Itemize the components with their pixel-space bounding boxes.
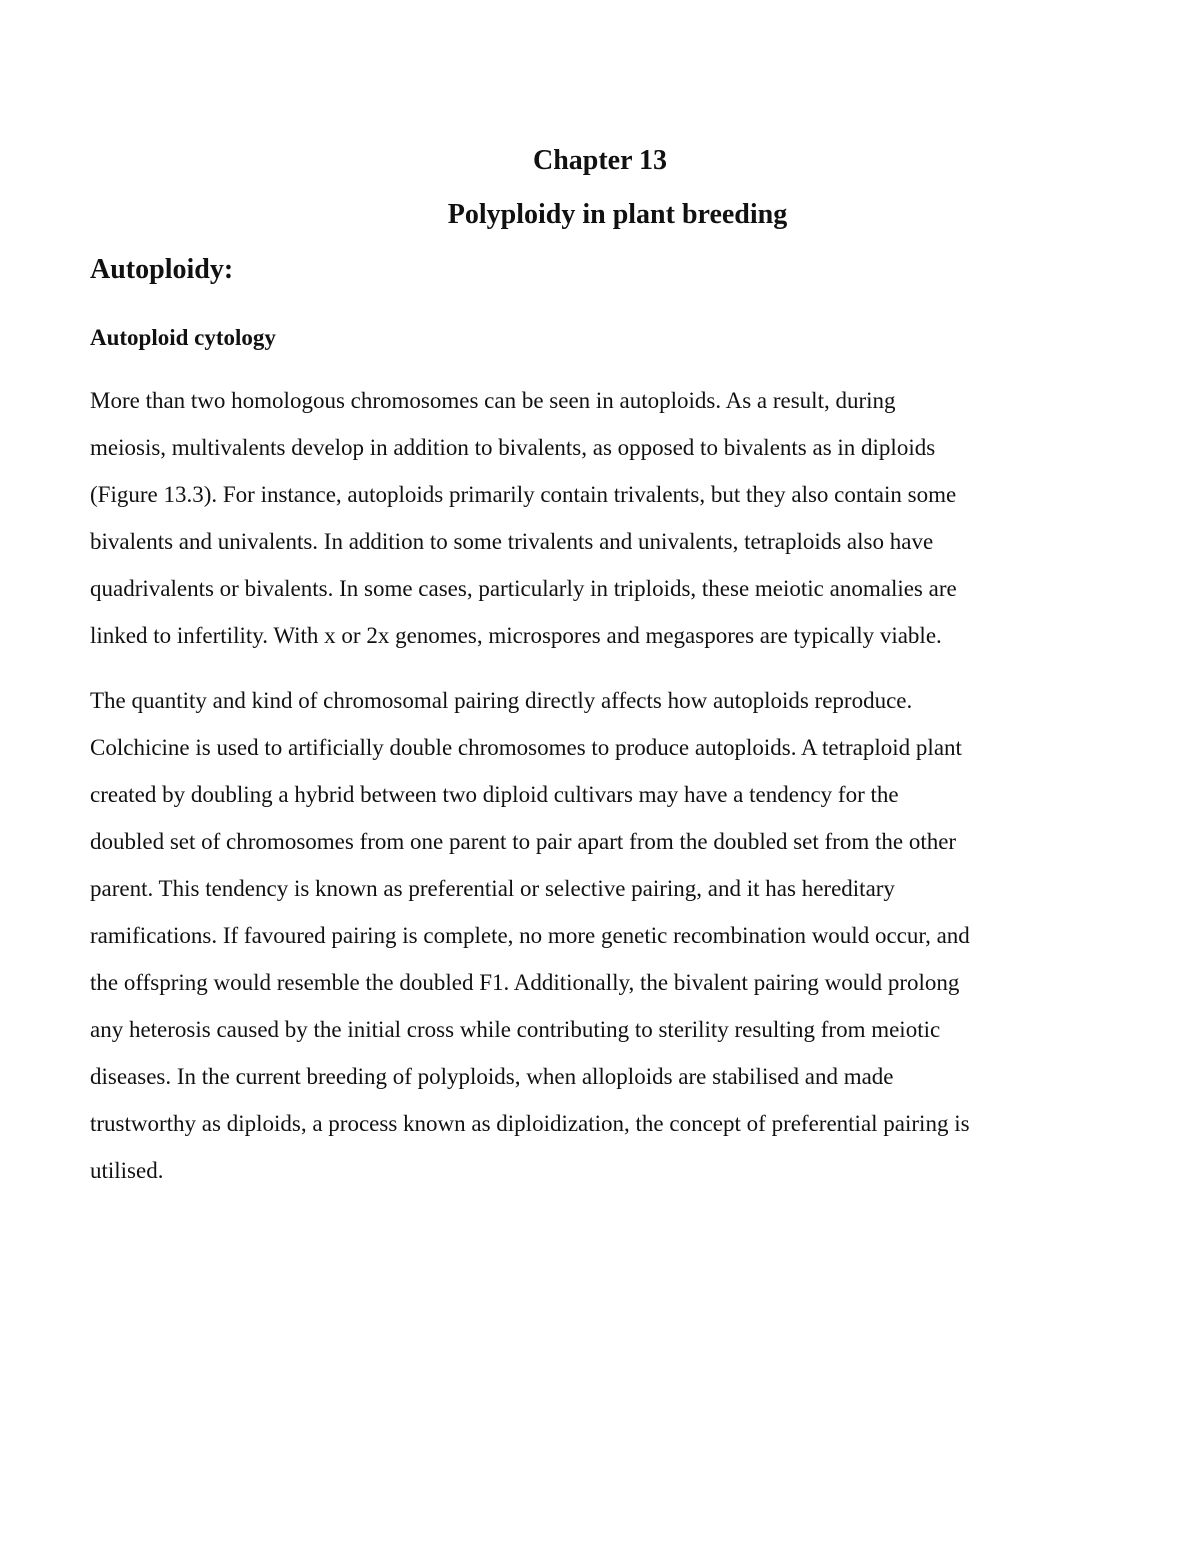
paragraph-line: utilised.	[90, 1158, 164, 1183]
paragraph-line: trustworthy as diploids, a process known as diploidization, the concept of preferential pairing is	[90, 1111, 970, 1136]
section-heading: Autoploidy:	[90, 254, 234, 285]
body-paragraph	[90, 677, 1150, 1194]
paragraph-line: More than two homologous chromosomes can be seen in autoploids. As a result, during	[90, 388, 896, 413]
paragraph-line: bivalents and univalents. In addition to some trivalents and univalents, tetraploids also have	[90, 529, 934, 554]
paragraph-line: meiosis, multivalents develop in addition to bivalents, as opposed to bivalents as in diploids	[90, 435, 936, 460]
chapter-subtitle: Polyploidy in plant breeding	[447, 199, 788, 230]
paragraph-line: ramifications. If favoured pairing is complete, no more genetic recombination would occur, and	[90, 923, 970, 948]
paragraph-line: doubled set of chromosomes from one parent to pair apart from the doubled set from the other	[90, 829, 957, 854]
paragraph-line: parent. This tendency is known as preferential or selective pairing, and it has hereditary	[90, 876, 895, 901]
subsection-heading: Autoploid cytology	[90, 325, 276, 350]
paragraph-line: linked to infertility. With x or 2x genomes, microspores and megaspores are typically viable.	[90, 623, 942, 648]
chapter-title: Chapter 13	[532, 145, 668, 176]
paragraph-line: The quantity and kind of chromosomal pairing directly affects how autoploids reproduce.	[90, 688, 913, 713]
paragraph-line: any heterosis caused by the initial cross while contributing to sterility resulting from meiotic	[90, 1017, 941, 1042]
paragraph-line: diseases. In the current breeding of polyploids, when alloploids are stabilised and made	[90, 1064, 894, 1089]
paragraph-line: quadrivalents or bivalents. In some cases, particularly in triploids, these meiotic anomalies are	[90, 576, 957, 601]
paragraph-line: the offspring would resemble the doubled F1. Additionally, the bivalent pairing would prolong	[90, 970, 960, 995]
paragraph-line: created by doubling a hybrid between two diploid cultivars may have a tendency for the	[90, 782, 899, 807]
body-paragraph	[90, 377, 1150, 659]
paragraph-line: (Figure 13.3). For instance, autoploids primarily contain trivalents, but they also contain some	[90, 482, 957, 507]
paragraph-line: Colchicine is used to artificially double chromosomes to produce autoploids. A tetraploid plant	[90, 735, 962, 760]
